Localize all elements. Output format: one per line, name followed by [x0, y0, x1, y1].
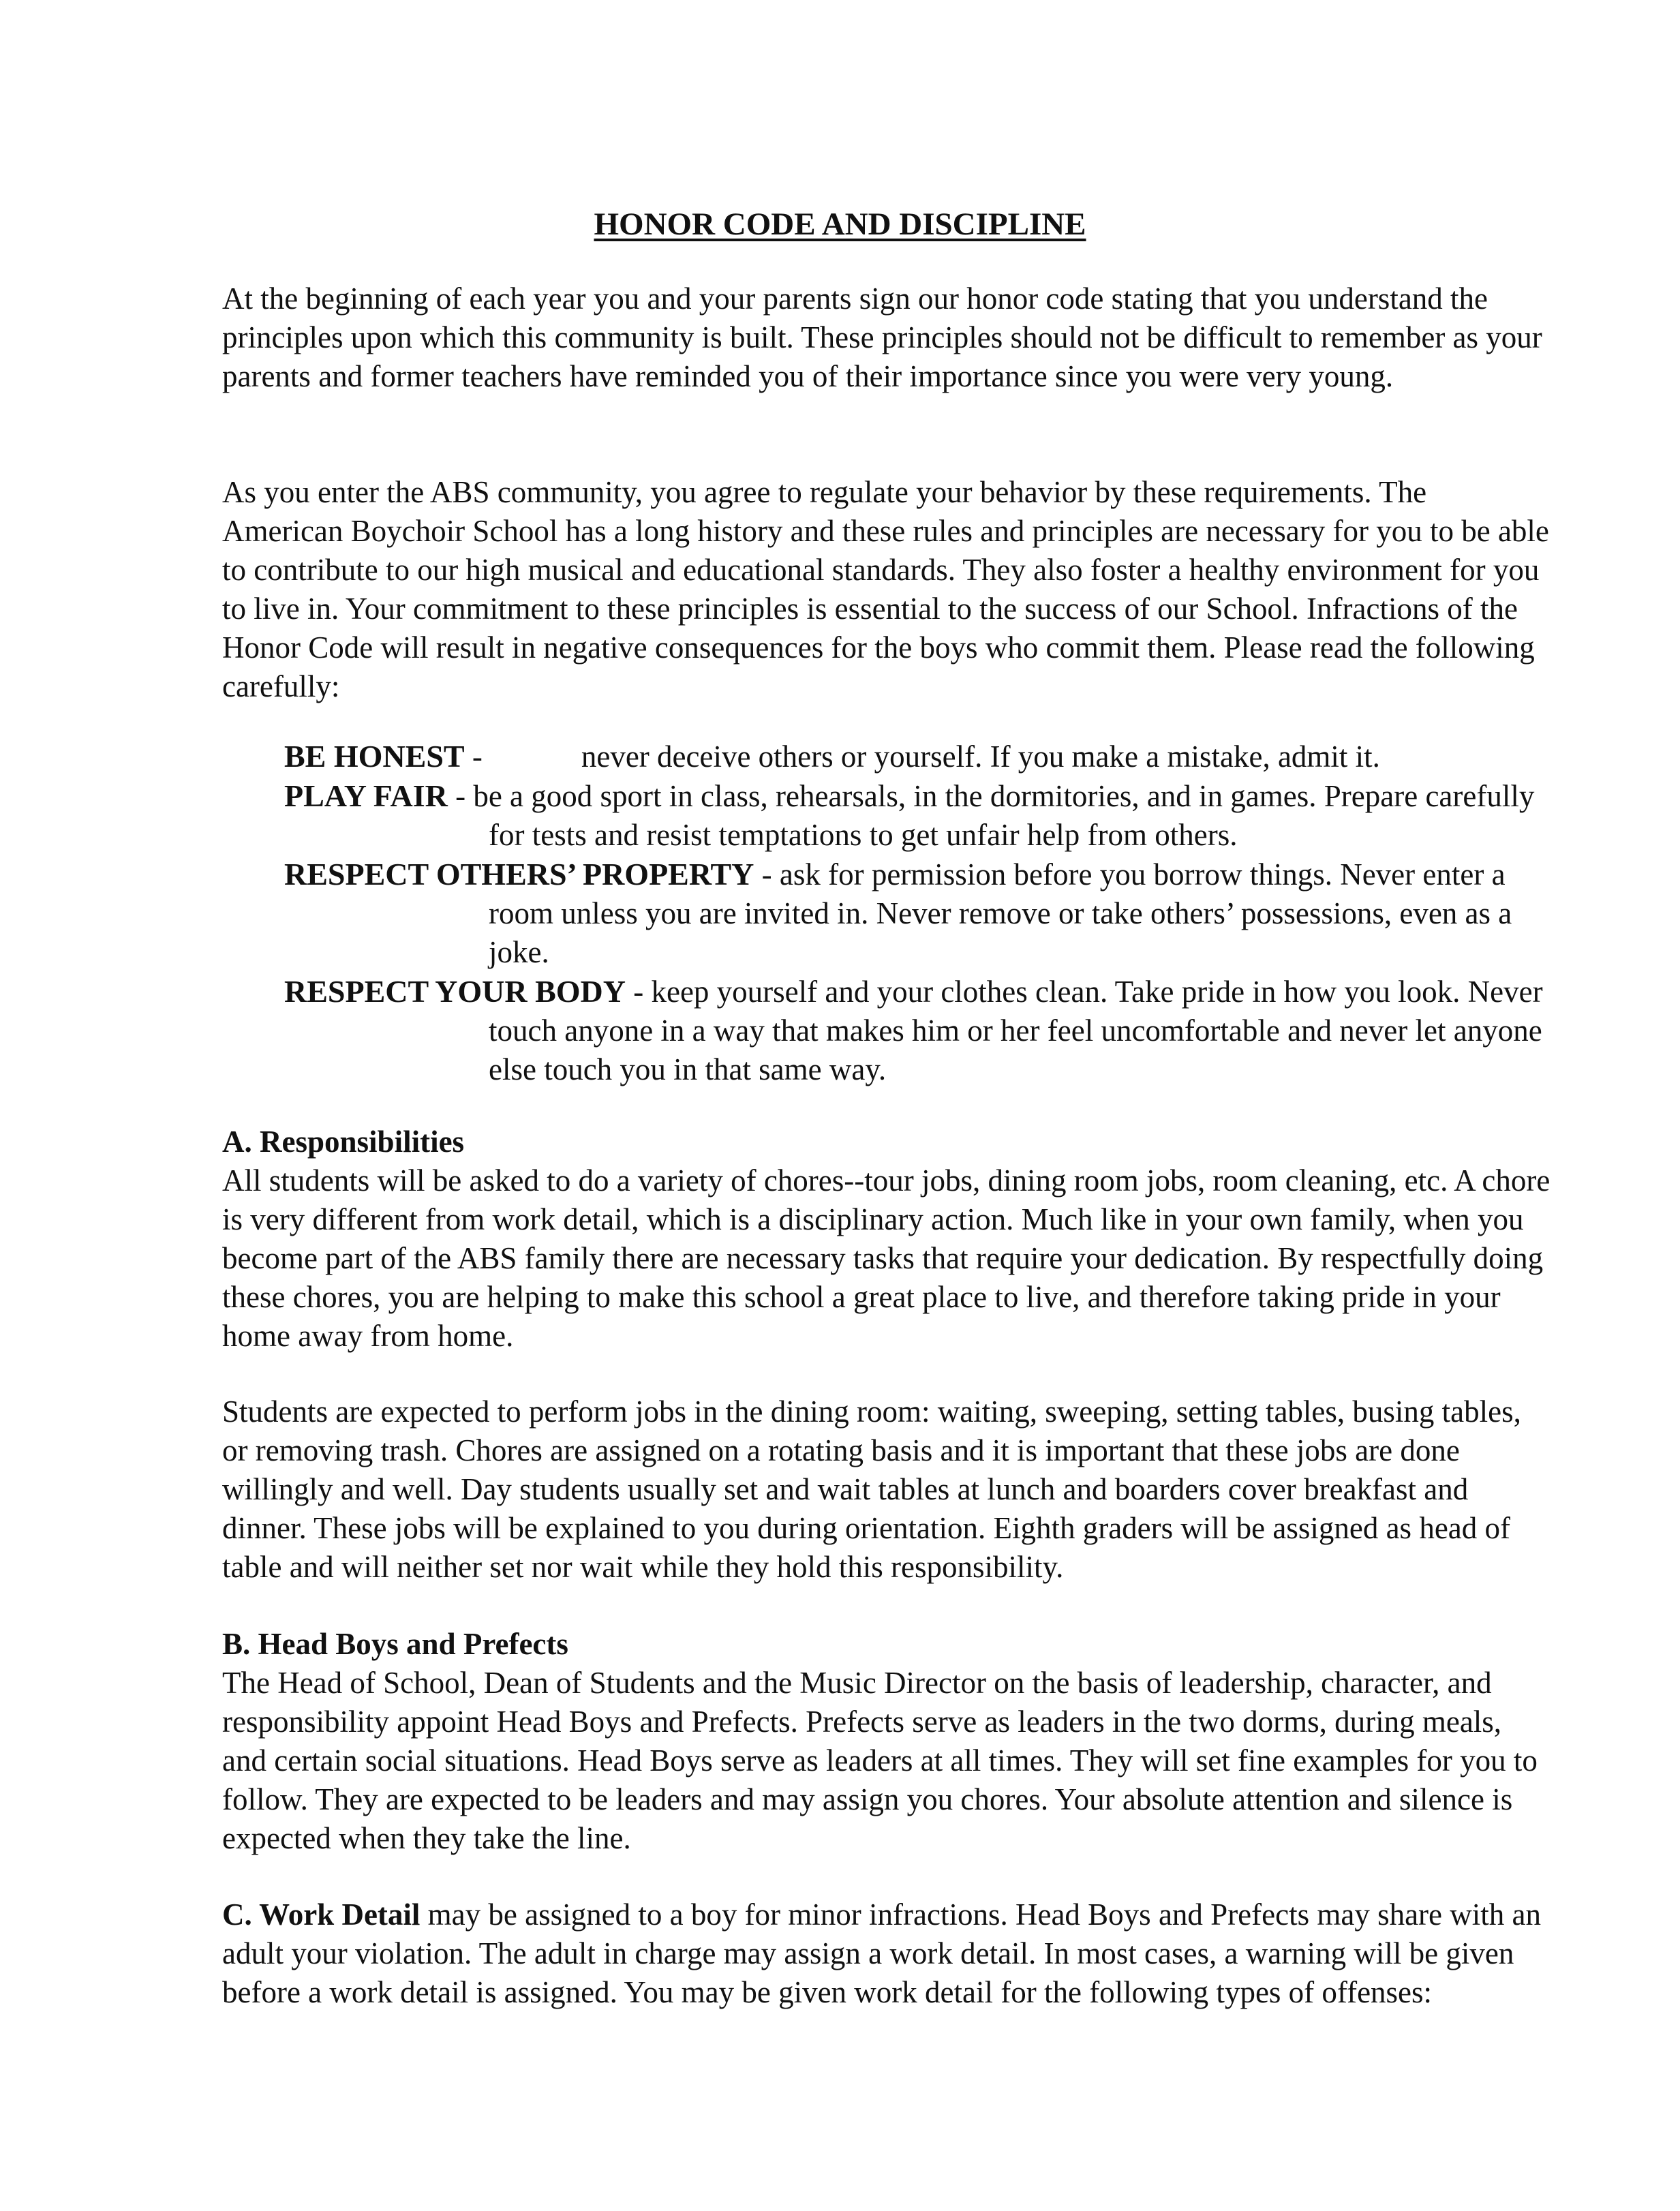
section-b-heading: B. Head Boys and Prefects	[222, 1627, 568, 1661]
principle-text: ask for permission before you borrow things. Never enter a room unless you are invited in. Never remove or take others’ possessions, even as a joke.	[489, 857, 1512, 969]
principle-label: RESPECT YOUR BODY	[284, 974, 626, 1009]
principle-text: be a good sport in class, rehearsals, in the dormitories, and in games. Prepare carefully for tests and resist temptations to get unfair help from others.	[473, 779, 1535, 852]
section-a-paragraph-2: Students are expected to perform jobs in the dining room: waiting, sweeping, setting tables, busing tables, or removing trash. Chores are assigned on a rotating basis and it is important that these jobs are done willingly and well. Day students usually set and wait tables at lunch and boarders cover breakfast and dinner. These jobs will be explained to you during orientation. Eighth graders will be assigned as head of table and will neither set nor wait while they hold this responsibility.	[222, 1394, 1521, 1584]
principle-separator: -	[464, 739, 483, 774]
principle-respect-property	[284, 855, 1572, 972]
principle-text: never deceive others or yourself. If you make a mistake, admit it.	[581, 739, 1380, 774]
page-title: HONOR CODE AND DISCIPLINE	[594, 207, 1086, 242]
principle-label: BE HONEST	[284, 739, 465, 774]
principle-be-honest	[284, 737, 1572, 776]
section-a-heading: A. Responsibilities	[222, 1125, 465, 1159]
section-c-text: may be assigned to a boy for minor infractions. Head Boys and Prefects may share with an adult your violation. The adult in charge may assign a work detail. In most cases, a warning will be given before a work detail is assigned. You may be given work detail for the following types of offenses:	[222, 1897, 1541, 2009]
intro-paragraph-1: At the beginning of each year you and your parents sign our honor code stating that you understand the principles upon which this community is built. These principles should not be difficult to remember as your parents and former teachers have reminded you of their importance since you were very young.	[222, 281, 1542, 393]
principle-label: RESPECT OTHERS’ PROPERTY	[284, 857, 754, 891]
intro-paragraph-2: As you enter the ABS community, you agree to regulate your behavior by these requirements. The American Boychoir School has a long history and these rules and principles are necessary for you to be able to contribute to our high musical and educational standards. They also foster a healthy environment for you to live in. Your commitment to these principles is essential to the success of our School. Infractions of the Honor Code will result in negative consequences for the boys who commit them. Please read the following carefully:	[222, 475, 1549, 703]
section-c-paragraph	[222, 1895, 1551, 2012]
principle-text: keep yourself and your clothes clean. Take pride in how you look. Never touch anyone in a way that makes him or her feel uncomfortable and never let anyone else touch you in that same way.	[489, 975, 1543, 1086]
section-a-paragraph-1: All students will be asked to do a variety of chores--tour jobs, dining room jobs, room cleaning, etc. A chore is very different from work detail, which is a disciplinary action. Much like in your own family, when you become part of the ABS family there are necessary tasks that require your dedication. By respectfully doing these chores, you are helping to make this school a great place to live, and therefore taking pride in your home away from home.	[222, 1163, 1551, 1353]
section-c-heading: C. Work Detail	[222, 1897, 421, 1932]
principle-separator: -	[625, 975, 652, 1009]
honor-code-principles	[284, 737, 1572, 1089]
principle-play-fair	[284, 776, 1572, 855]
principle-label: PLAY FAIR	[284, 778, 448, 813]
principle-respect-body	[284, 972, 1572, 1089]
section-b-paragraph: The Head of School, Dean of Students and the Music Director on the basis of leadership, character, and responsibility appoint Head Boys and Prefects. Prefects serve as leaders in the two dorms, during meals, and certain social situations. Head Boys serve as leaders at all times. They will set fine examples for you to follow. They are expected to be leaders and may assign you chores. Your absolute attention and silence is expected when they take the line.	[222, 1666, 1538, 1855]
principle-separator: -	[447, 779, 474, 813]
principle-separator: -	[754, 857, 780, 891]
